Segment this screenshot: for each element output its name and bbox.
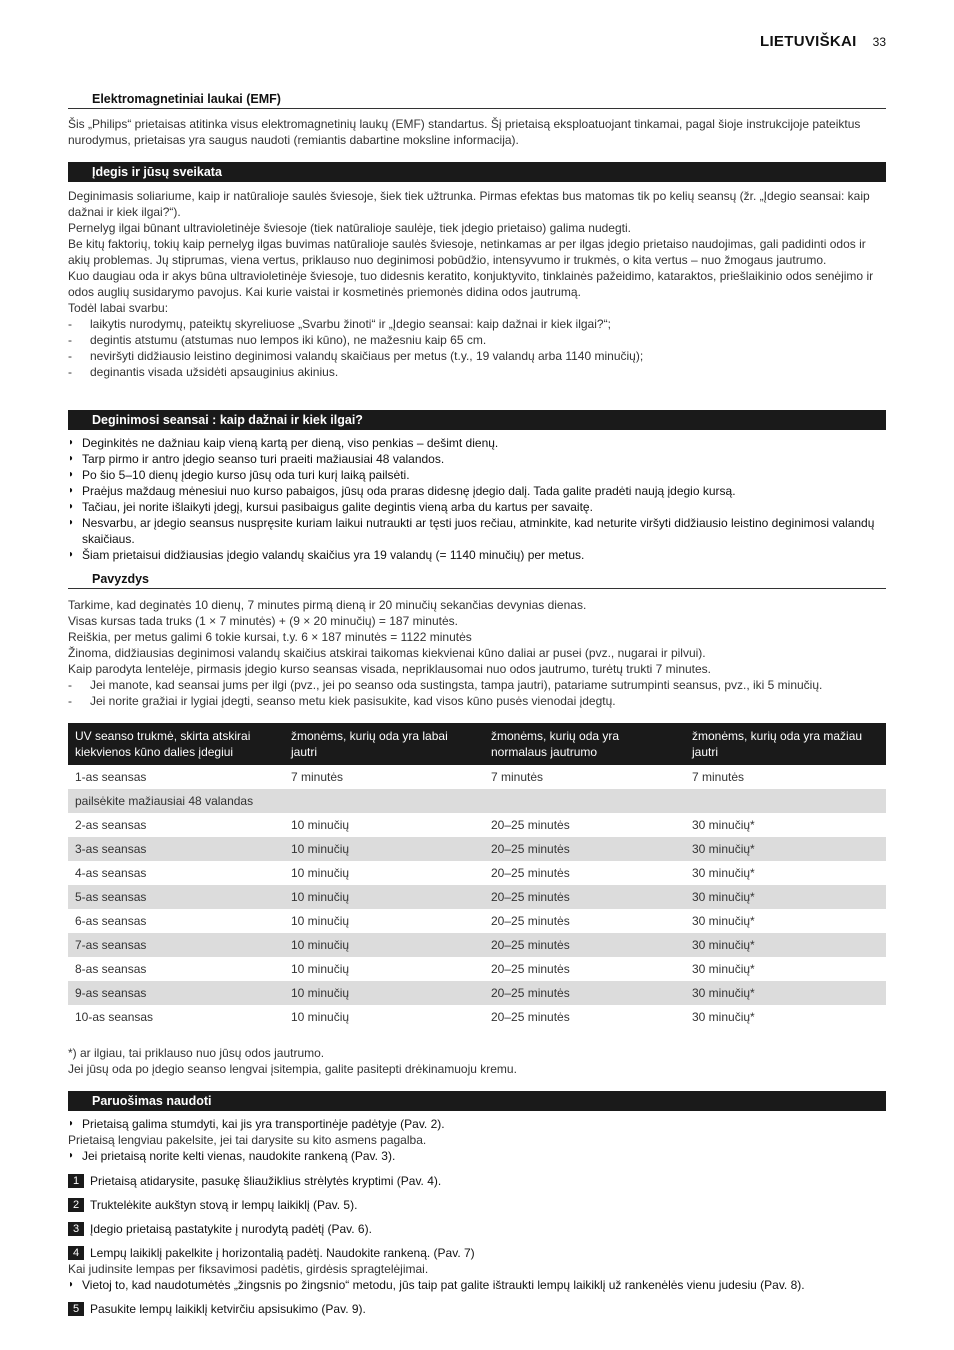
bullet-icon: ◗ <box>68 469 75 480</box>
table-cell: 20–25 minutės <box>491 1010 570 1024</box>
step-5: 5 Pasukite lempų laikiklį ketvirčiu apsisukimo (Pav. 9). <box>68 1301 886 1317</box>
table-cell: 10-as seansas <box>75 1010 154 1024</box>
emf-text <box>68 116 886 148</box>
bullet-item: ◗ Tačiau, jei norite išlaikyti įdegį, kursui pasibaigus galite degintis vieną arba du kartus per savaitę. <box>68 500 593 514</box>
bullet-item: ◗ Nesvarbu, ar įdegio seansus nuspręsite kuriam laikui nutraukti ar tęsti juos rečiau, atminkite, kad neturite viršyti didžiausio leistino deginimosi valandų skaičiaus. <box>68 516 875 546</box>
table-cell: 20–25 minutės <box>484 981 685 1005</box>
list-item: - laikytis nurodymų, pateiktų skyreliuose „Svarbu žinoti“ ir „Įdegio seansai: kaip dažnai ir kiek ilgai?“; <box>68 317 611 331</box>
bullet-icon: ◗ <box>68 453 75 464</box>
list-item: - neviršyti didžiausio leistino deginimosi valandų skaičiaus per metus (t.y., 19 valandų arba 1140 minučių); <box>68 349 644 363</box>
bullet-icon: ◗ <box>68 1118 75 1129</box>
column-header: žmonėms, kurių oda yra mažiau jautri <box>685 723 886 765</box>
bullet-icon: ◗ <box>68 437 75 448</box>
section-title-example: Pavyzdys <box>68 571 886 589</box>
bullet-icon: ◗ <box>68 485 75 496</box>
health-text <box>68 188 886 380</box>
table-cell: 7-as seansas <box>68 933 284 957</box>
table-row <box>68 837 886 861</box>
section-title-preparation: Paruošimas naudoti <box>68 1091 886 1111</box>
prep-block-1 <box>68 1116 886 1164</box>
table-cell: 2-as seansas <box>75 818 147 832</box>
bullet-item: ◗ Vietoj to, kad naudotumėtės „žingsnis po žingsnio“ metodu, jūs taip pat galite ištraukti lempų laikiklį už rankenėlės vienu judesiu (Pav. 8). <box>68 1278 805 1292</box>
table-cell: 20–25 minutės <box>491 818 570 832</box>
table-row <box>68 885 886 909</box>
table-cell: 5-as seansas <box>68 885 284 909</box>
list-item: - Jei manote, kad seansai jums per ilgi (pvz., jei po seanso oda sustingsta, tampa jautri), patariame sutrumpinti seansus, pvz., iki 5 minučių. <box>68 678 823 692</box>
table-cell: 3-as seansas <box>68 837 284 861</box>
table-cell: 10 minučių <box>284 837 484 861</box>
table-cell: 10 minučių <box>291 866 350 880</box>
paragraph: Reiškia, per metus galimi 6 tokie kursai, t.y. 6 × 187 minutės = 1122 minutės <box>68 630 472 644</box>
table-row <box>68 981 886 1005</box>
table-cell: 1-as seansas <box>75 770 147 784</box>
step-3: 3 Įdegio prietaisą pastatykite į nurodytą padėtį (Pav. 6). <box>68 1221 886 1237</box>
step-1: 1 Prietaisą atidarysite, pasukę šliaužiklius strėlytės kryptimi (Pav. 4). <box>68 1173 886 1189</box>
table-row <box>68 813 886 837</box>
table-row <box>68 1005 886 1029</box>
language-label: LIETUVIŠKAI <box>760 33 857 50</box>
paragraph: Tarkime, kad deginatės 10 dienų, 7 minutes pirmą dieną ir 20 minučių sekančias devynias dienas. <box>68 598 587 612</box>
table-row <box>68 933 886 957</box>
page-header <box>760 34 886 50</box>
paragraph: Šis „Philips“ prietaisas atitinka visus elektromagnetinių laukų (EMF) standartus. Šį prietaisą eksploatuojant tinkamai, pagal šioje instrukcijoje pateiktus nurodymus, prietaisas yra saugus naudoti (remiantis dabartine moksline informacija). <box>68 117 861 147</box>
paragraph: Todėl labai svarbu: <box>68 301 169 315</box>
bullet-icon: ◗ <box>68 517 75 528</box>
paragraph: Deginimasis soliariume, kaip ir natūralioje saulės šviesoje, šiek tiek užtrunka. Pirmas efektas bus matomas tik po kelių seansų (žr. „Įdegio seansai: kaip dažnai ir kiek ilgai?“). <box>68 189 870 219</box>
table-cell: 30 minučių* <box>692 818 755 832</box>
list-item: - degintis atstumu (atstumas nuo lempos iki kūno), ne mažesniu kaip 65 cm. <box>68 333 487 347</box>
sessions-list <box>68 435 886 563</box>
table-cell: 20–25 minutės <box>484 885 685 909</box>
step-number: 4 <box>68 1246 84 1260</box>
table-cell: 9-as seansas <box>68 981 284 1005</box>
paragraph: Žinoma, didžiausias deginimosi valandų skaičius atskirai taikomas kiekvienai kūno daliai ar pusei (pvz., nugarai ir pilvui). <box>68 646 706 660</box>
table-cell: 20–25 minutės <box>484 933 685 957</box>
table-cell: 20–25 minutės <box>491 962 570 976</box>
step-number: 1 <box>68 1174 84 1188</box>
list-item: - deginantis visada užsidėti apsauginius akinius. <box>68 365 339 379</box>
bullet-item: ◗ Tarp pirmo ir antro įdegio seanso turi praeiti mažiausiai 48 valandos. <box>68 452 445 466</box>
session-table <box>68 723 886 1029</box>
paragraph: Pernelyg ilgai būnant ultravioletinėje šviesoje (tiek natūralioje saulėje, tiek įdegio prietaiso) galima nudegti. <box>68 221 631 235</box>
table-cell: 7 minutės <box>692 770 745 784</box>
table-cell: 10 minučių <box>291 818 350 832</box>
step-number: 2 <box>68 1198 84 1212</box>
table-row <box>68 909 886 933</box>
table-cell: 30 minučių* <box>692 866 755 880</box>
paragraph: Kuo daugiau oda ir akys būna ultravioletinėje šviesoje, tuo didesnis keratito, konjuktyvito, tinklainės pažeidimo, kataraktos, priešlaikinio odos senėjimo ir odos auglių susidarymo pavojus. Kai kurie vaistai ir kosmetinės priemonės didina odos jautrumą. <box>68 269 874 299</box>
bullet-item: ◗ Deginkitės ne dažniau kaip vieną kartą per dieną, viso penkias – dešimt dienų. <box>68 436 499 450</box>
table-cell: 30 minučių* <box>692 914 755 928</box>
bullet-icon: ◗ <box>68 1279 75 1290</box>
table-cell: 20–25 minutės <box>491 914 570 928</box>
table-cell: 10 minučių <box>291 962 350 976</box>
step-2: 2 Truktelėkite aukštyn stovą ir lempų laikiklį (Pav. 5). <box>68 1197 886 1213</box>
bullet-icon: ◗ <box>68 501 75 512</box>
bullet-item: ◗ Po šio 5–10 dienų įdegio kurso jūsų oda turi kurį laiką pailsėti. <box>68 468 410 482</box>
table-cell: pailsėkite mažiausiai 48 valandas <box>68 789 886 813</box>
example-text <box>68 597 886 709</box>
table-cell: 30 minučių* <box>685 933 886 957</box>
step-4: 4 Lempų laikiklį pakelkite į horizontalią padėtį. Naudokite rankeną. (Pav. 7) Kai judinsite lempas per fiksavimosi padėtis, girdėsis spragtelėjimai. ◗ Vietoj to, kad naudotumėtės „žingsnis po žingsnio“ metodu, jūs taip pat galite ištraukti lempų laikiklį už rankenėlės vienu judesiu (Pav. 8). <box>68 1245 886 1293</box>
table-cell: 30 minučių* <box>692 1010 755 1024</box>
bullet-item: ◗ Šiam prietaisui didžiausias įdegio valandų skaičius yra 19 valandų (= 1140 minučių) per metus. <box>68 548 585 562</box>
table-row <box>68 861 886 885</box>
list-item: - Jei norite gražiai ir lygiai įdegti, seanso metu kiek pasisukite, kad visos kūno pusės vienodai įdegtų. <box>68 694 616 708</box>
section-title-health: Įdegis ir jūsų sveikata <box>68 162 886 182</box>
note: Prietaisą lengviau pakelsite, jei tai darysite su kito asmens pagalba. <box>68 1133 427 1147</box>
footnote: Jei jūsų oda po įdegio seanso lengvai įsitempia, galite pasitepti drėkinamuoju kremu. <box>68 1062 517 1076</box>
table-cell: 10 minučių <box>284 885 484 909</box>
bullet-item: ◗ Prietaisą galima stumdyti, kai jis yra transportinėje padėtyje (Pav. 2). <box>68 1117 445 1131</box>
table-cell: 10 minučių <box>291 1010 350 1024</box>
step-number: 3 <box>68 1222 84 1236</box>
table-cell: 4-as seansas <box>75 866 147 880</box>
table-cell: 20–25 minutės <box>491 866 570 880</box>
bullet-icon: ◗ <box>68 1150 75 1161</box>
table-header-row <box>68 723 886 765</box>
table-cell: 30 minučių* <box>692 962 755 976</box>
column-header: žmonėms, kurių oda yra normalaus jautrumo <box>484 723 685 765</box>
note: Kai judinsite lempas per fiksavimosi padėtis, girdėsis spragtelėjimai. <box>68 1262 429 1276</box>
paragraph: Visas kursas tada truks (1 × 7 minutės) + (9 × 20 minučių) = 187 minutės. <box>68 614 458 628</box>
bullet-icon: ◗ <box>68 549 75 560</box>
table-footnotes <box>68 1045 886 1077</box>
table-row-rest <box>68 789 886 813</box>
table-cell: 10 minučių <box>284 981 484 1005</box>
table-cell: 30 minučių* <box>685 837 886 861</box>
column-header: UV seanso trukmė, skirta atskirai kiekvienos kūno dalies įdegiui <box>68 723 284 765</box>
bullet-item: ◗ Jei prietaisą norite kelti vienas, naudokite rankeną (Pav. 3). <box>68 1149 396 1163</box>
table-cell: 6-as seansas <box>75 914 147 928</box>
table-cell: 8-as seansas <box>75 962 147 976</box>
table-cell: 10 minučių <box>291 914 350 928</box>
table-row <box>68 765 886 789</box>
table-cell: 30 minučių* <box>685 981 886 1005</box>
bullet-item: ◗ Praėjus maždaug mėnesiui nuo kurso pabaigos, jūsų oda praras didesnę įdegio dalį. Tada galite pradėti naują įdegio kursą. <box>68 484 736 498</box>
table-cell: 7 minutės <box>491 770 544 784</box>
section-title-sessions: Deginimosi seansai : kaip dažnai ir kiek ilgai? <box>68 410 886 430</box>
table-cell: 7 minutės <box>291 770 344 784</box>
page-number: 33 <box>872 35 886 49</box>
table-cell: 10 minučių <box>284 933 484 957</box>
column-header: žmonėms, kurių oda yra labai jautri <box>284 723 484 765</box>
footnote: *) ar ilgiau, tai priklauso nuo jūsų odos jautrumo. <box>68 1046 325 1060</box>
paragraph: Kaip parodyta lentelėje, pirmasis įdegio kurso seansas visada, nepriklausomai nuo odos jautrumo, turėtų trukti 7 minutes. <box>68 662 712 676</box>
section-title-emf: Elektromagnetiniai laukai (EMF) <box>68 91 886 109</box>
table-cell: 30 minučių* <box>685 885 886 909</box>
step-number: 5 <box>68 1302 84 1316</box>
paragraph: Be kitų faktorių, tokių kaip pernelyg ilgas buvimas natūralioje saulės šviesoje, netinkamas ar per ilgas įdegio prietaiso naudojimas, gali padidinti odos ir akių problemas. Jų stiprumas, viena vertus, priklauso nuo deginimosi pobūdžio, intensyvumo ir trukmės, o kita vertus – nuo žmogaus jautrumo. <box>68 237 866 267</box>
table-row <box>68 957 886 981</box>
table-cell: 20–25 minutės <box>484 837 685 861</box>
